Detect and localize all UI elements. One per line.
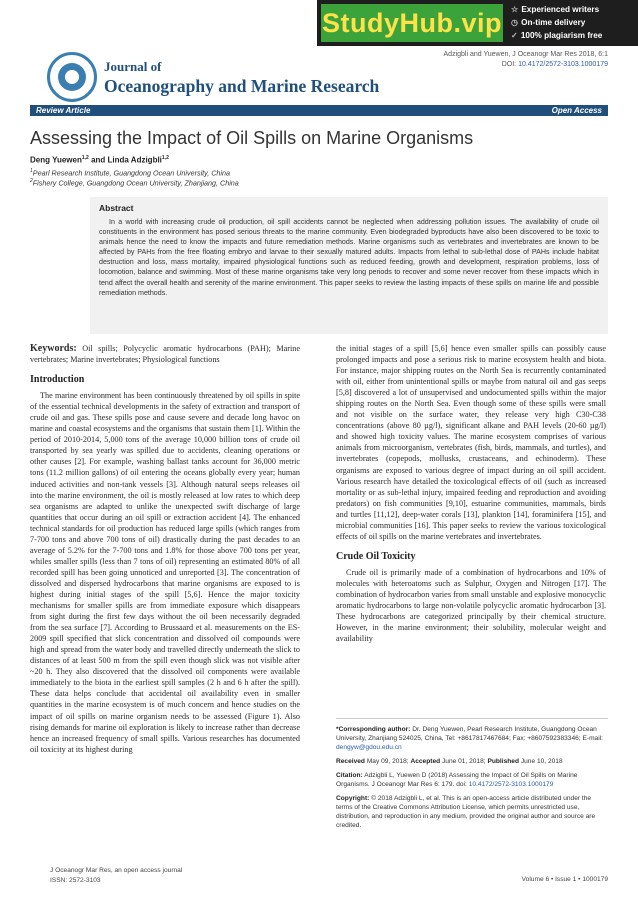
header-citation: Adzigbli and Yuewen, J Oceanogr Mar Res 2018, 6:1 DOI: 10.4172/2572-3103.1000179 — [443, 51, 608, 68]
footer-volume: Volume 6 • Issue 1 • 1000179 — [521, 876, 608, 883]
open-access-label: Open Access — [551, 106, 602, 115]
correspondence-box — [336, 718, 608, 865]
studyhub-logo[interactable]: StudyHub.vip — [321, 4, 503, 42]
abstract-box — [90, 197, 608, 334]
banner-features — [511, 3, 635, 42]
citation: Citation: Adzigbli L, Yuewen D (2018) Assessing the Impact of Oil Spills on Marine Organisms. J Oceanogr Mar Res 6: 179. doi: 10.4172/2572-3103.1000179 — [336, 772, 578, 788]
abstract-text: In a world with increasing crude oil production, oil spill accidents cannot be neglected when addressing pollution issues. The availability of crude oil constituents in the environment has posed serious threats to the marine community. Even biodegraded byproducts have also been discovered to be toxic to animals hence the need to know the impacts and future remediation methods. Marine organisms such as vertebrates and invertebrates are known to be affected by PAHs from the free floating embryo and larvae to their sexually matured adults. Impacts from lethal to sub-lethal dose of PAHs include habitat destruction and loss, mass mortality, impaired physiological functions such as reduced feeding, growth and development, respiration problems, loss of locomotion, balance and swimming. Most of these marine organisms take very long periods to recover and some never recover from these impacts which in tend affect the overall health and serenity of the marine environment. This paper seeks to review the lasting impacts of these spills on marine life and possible remediation methods. — [99, 218, 599, 297]
right-column — [336, 343, 606, 644]
citation-doi-link[interactable]: 10.4172/2572-3103.1000179 — [468, 781, 554, 788]
keywords: Keywords: Oil spills; Polycyclic aromatic hydrocarbons (PAH); Marine vertebrates; Marine invertebrates; Physiological functions — [30, 343, 301, 365]
journal-of: Journal of — [104, 59, 162, 74]
crude-oil-heading: Crude Oil Toxicity — [336, 550, 416, 562]
introduction-continued: the initial stages of a spill [5,6] hence even smaller spills can possibly cause prolonged impacts and pose a serious risk to marine ecosystem health and biota. For instance, major shipping routes on the North Sea is recurrently contaminated with oil, either from unintentional spills or maybe from natural oil and gas seeps [5,8] discovered a lot of unsupervised and undocumented spills within the major shipping routes on the North Sea. Even though some of these spills were small and not visible on the surface water, they release very high C30-C38 concentrations (above 80 µg/l), significant alkane and PAH levels (20-60 µg/l) and showed high toxicity values. The marine ecosystem comprises of various animals from microorganism, vertebrates (fish, birds, mammals, and turtles), and invertebrates (copepods, mollusks, crustaceans, and echinoderm). These organisms are exposed to various degree of impact during an oil spill accident. Various research have detailed the toxicological effects of oil (such as increased mortality or as sub-lethal injury, impaired feeding and reproduction and avoiding predators) on fish communities [9,10], estuarine communities, mammals, birds and turtles [11,12], deep-water corals [13], plankton [14], foraminifera [15], and microbial communities [16]. This paper seeks to review the various toxicological effects of oil spills on the marine vertebrates and invertebrates. — [336, 344, 606, 541]
abstract-heading: Abstract — [99, 203, 134, 213]
introduction-heading: Introduction — [30, 374, 85, 386]
banner-feature-writers: ☆ Experienced writers — [511, 5, 600, 14]
email-link[interactable]: dengyw@gdou.edu.cn — [336, 744, 402, 751]
copyright: Copyright: © 2018 Adzigbli L, et al. This is an open-access article distributed under the terms of the Creative Commons Attribution License, which permits unrestricted use, distribution, and reproduction in any medium, provided the original author and source are credited. — [336, 795, 596, 829]
clock-icon: ◷ — [511, 18, 519, 27]
doi-link[interactable]: 10.4172/2572-3103.1000179 — [518, 61, 608, 68]
journal-logo — [47, 52, 97, 102]
footer-journal: J Oceanogr Mar Res, an open access journal ISSN: 2572-3103 — [50, 867, 183, 884]
affiliation-2: $^2$Fishery College, Guangdong Ocean University, Zhanjiang, China — [30, 178, 239, 188]
banner-feature-plagiarism: ✓ 100% plagiarism free — [511, 31, 603, 40]
banner-feature-delivery: ◷ On-time delivery — [511, 18, 586, 27]
dates: Received May 09, 2018; Accepted June 01, 2018; Published June 10, 2018 — [336, 758, 563, 765]
introduction-paragraph: The marine environment has been continuously threatened by oil spills in spite of the essential technical developments in the safety of extraction and transport of crude oil and gas. These spills pose and cause severe and decade long havoc on marine and coastal ecosystems and the organisms that sustain them [1]. Within the period of 2010-2014, 5,000 tons of the average 10,000 billion tons of crude oil transported by sea yearly was spilled due to accidents, cleaning operations or other causes [2]. For example, washing ballast tanks account for 36,000 metric tons (11.2 million gallons) of oil entering the oceans globally every year; human induced activities and non-tank vessels [3]. Although natural seeps releases oil into the marine environment, the oil is mostly released at low rates to which deep sea organisms are adapted to unlike the unexpected swift discharge of large quantities that occur during an oil spill or extraction accident [4]. The enhanced technical standards for oil production has reduced large spills (which ranges from 7-700 tons and above 700 tons of oil) drastically during the past decades to an average of 5.2% for the 7-700 tons and 1.8% for those above 700 tons per year, whiles smaller spills (less than 7 tons of oil) representing an estimated 80% of all recorded spill has been going unnoticed and unreported [3]. The concentration of dissolved and dispersed hydrocarbons that marine organisms are exposed to is highest during initial stages of the spill [5,6]. Hence the major toxicity mechanisms for smaller spills are from immediate exposure which disappears from sight during the first few days without the oil been necessarily degraded from the sea surface [7]. According to Brussaard et al. measurements on the ES-2009 spill specified that slick concentration and dissolved oil compounds were high and spread from the water body and travelled directly underneath the slick to distances of at least 500 m from the spill even though slick was not visible after ~20 h. They also discovered that the dissolved oil components were available immediately to the biota in the earliest spill samples (2 h and 6 h after the spill). These data helps conclude that accidental oil availability even in smaller quantities in the marine ecosystem is of much concern and hence studies on the impact of oil spills on marine organism needs to be assessed (Figure 1). Also rising demands for marine oil exploration is likely to increase rather than decrease hence an increased frequency of small spills. Various researches has documented oil toxicity at its highest during — [30, 391, 300, 754]
article-type: Review Article — [36, 106, 91, 115]
article-title: Assessing the Impact of Oil Spills on Marine Organisms — [30, 128, 474, 148]
journal-name: Oceanography and Marine Research — [104, 76, 380, 96]
corresponding-author: *Corresponding author: Dr. Deng Yuewen, Pearl Research Institute, Guangdong Ocean University, Zhanjiang 524025, China, Tel: +8617817467684; Fax: +8607592383346; E-mail: dengyw@gdou.edu.cn — [336, 726, 603, 751]
article-type-bar — [30, 105, 608, 116]
star-icon: ☆ — [511, 5, 519, 14]
crude-oil-paragraph: Crude oil is primarily made of a combination of hydrocarbons and 10% of molecules with heteroatoms such as Sulphur, Oxygen and Nitrogen [17]. The combination of hydrocarbon varies from small unstable and explosive monocyclic aromatic hydrocarbons to large non-volatile polycyclic aromatic hydrocarbon [3]. These hydrocarbons are categorized principally by their chemical structure. However, in the marine environment; their solubility, molecular weight and availability — [336, 567, 606, 644]
left-column — [30, 343, 300, 755]
affiliation-1: $^1$Pearl Research Institute, Guangdong Ocean University, China — [30, 168, 231, 178]
authors: Deng Yuewen$^{1,2}$ and Linda Adzigbli$^{1,2}$ — [30, 155, 169, 165]
studyhub-banner[interactable] — [317, 0, 638, 46]
check-icon: ✓ — [511, 31, 518, 40]
